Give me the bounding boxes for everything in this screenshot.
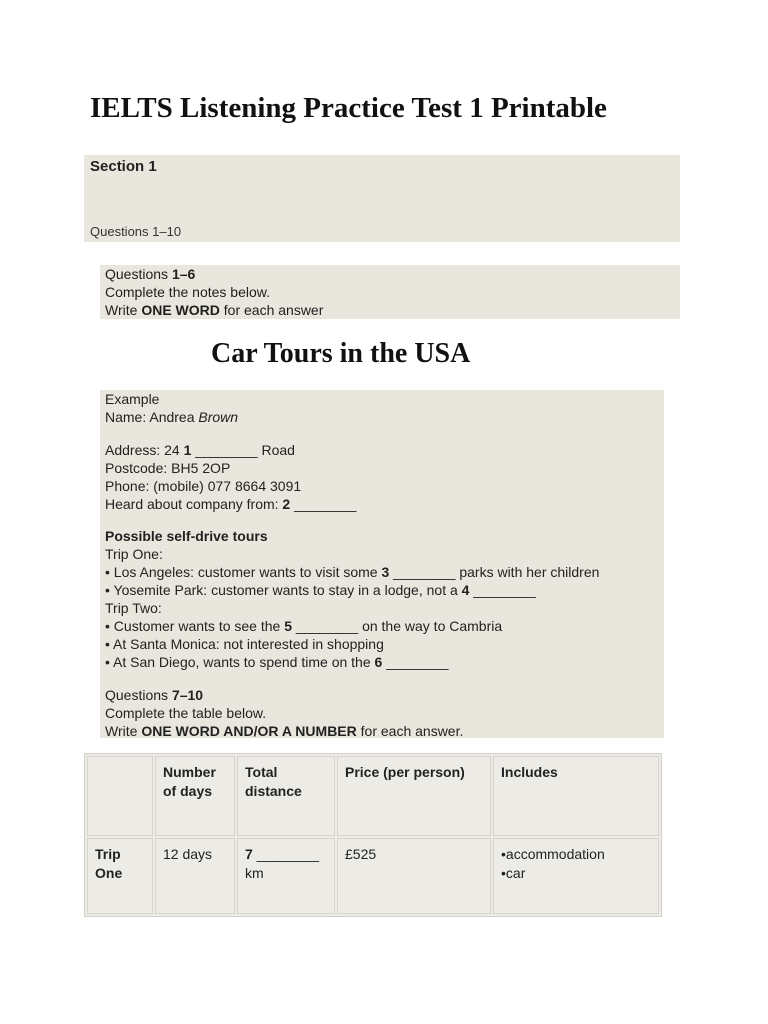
question-number: 5	[284, 618, 293, 634]
address-label: Address: 24	[105, 442, 184, 458]
name-label: Name: Andrea	[105, 409, 199, 425]
question-number: 2	[282, 496, 291, 512]
includes-item: •accommodation	[501, 846, 605, 862]
answer-blank: ________ parks with her children	[389, 564, 600, 580]
question-number: 6	[374, 654, 383, 670]
table-header-cell: Number of days	[155, 756, 235, 836]
bullet-text: • Yosemite Park: customer wants to stay in a lodge, not a	[105, 582, 462, 598]
distance-unit: km	[245, 865, 264, 881]
address-line	[105, 441, 659, 459]
instruction-line: Complete the table below.	[105, 705, 267, 721]
notes-heading: Car Tours in the USA	[211, 338, 471, 369]
tours-table	[84, 753, 662, 917]
heard-label: Heard about company from:	[105, 496, 283, 512]
question-number: 7	[245, 846, 253, 862]
trip-one-bullet	[105, 581, 659, 599]
answer-blank: ________ Road	[191, 442, 295, 458]
answer-blank: ________	[252, 846, 319, 862]
trip-two-bullet	[105, 653, 659, 671]
questions-range-line	[105, 686, 659, 704]
price-cell: £525	[337, 838, 491, 914]
answer-blank: ________	[290, 496, 357, 512]
table-header-cell: Includes	[493, 756, 659, 836]
table-header-cell: Price (per person)	[337, 756, 491, 836]
notes-form	[100, 390, 664, 738]
instruction-emphasis: ONE WORD	[141, 302, 220, 318]
instructions-box	[100, 265, 680, 319]
trip-one-label: Trip One:	[105, 546, 163, 562]
questions-range: 1–6	[171, 266, 196, 282]
bullet-text: • Customer wants to see the	[105, 618, 285, 634]
question-number: 3	[381, 564, 390, 580]
includes-item: •car	[501, 865, 526, 881]
bullet-text: • At San Diego, wants to spend time on the	[105, 654, 375, 670]
trip-two-bullet	[105, 617, 659, 635]
instruction-text: for each answer.	[356, 723, 464, 739]
document-title: IELTS Listening Practice Test 1 Printable	[90, 92, 607, 124]
answer-blank: ________	[469, 582, 536, 598]
table-header-row	[87, 756, 659, 836]
distance-answer	[245, 845, 327, 864]
phone-line: Phone: (mobile) 077 8664 3091	[105, 478, 302, 494]
instruction-line	[105, 301, 675, 319]
section-subtitle: Questions 1–10	[90, 224, 182, 239]
instruction-emphasis: ONE WORD AND/OR A NUMBER	[141, 723, 357, 739]
table-row	[87, 838, 659, 914]
instruction-line	[105, 722, 659, 740]
trip-two-bullet: • At Santa Monica: not interested in shopping	[105, 636, 384, 652]
postcode-line: Postcode: BH5 2OP	[105, 460, 231, 476]
name-value: Brown	[198, 409, 239, 425]
heard-about-line	[105, 495, 659, 513]
trip-two-label: Trip Two:	[105, 600, 162, 616]
bullet-text: • Los Angeles: customer wants to visit some	[105, 564, 382, 580]
answer-blank: ________ on the way to Cambria	[292, 618, 503, 634]
trip-one-bullet	[105, 563, 659, 581]
tours-heading: Possible self-drive tours	[105, 528, 268, 544]
answer-blank: ________	[382, 654, 449, 670]
question-number: 1	[183, 442, 192, 458]
instruction-text: Write	[105, 723, 142, 739]
questions-label: Questions	[105, 266, 172, 282]
question-number: 4	[461, 582, 470, 598]
includes-cell	[493, 838, 659, 914]
distance-cell	[237, 838, 335, 914]
section-title: Section 1	[90, 158, 157, 175]
instruction-text: Write	[105, 302, 142, 318]
section-header	[84, 155, 680, 242]
instruction-text: for each answer	[219, 302, 324, 318]
questions-range-line	[105, 265, 675, 283]
example-label: Example	[105, 391, 160, 407]
table-header-cell	[87, 756, 153, 836]
instruction-line: Complete the notes below.	[105, 284, 270, 300]
name-line	[105, 408, 659, 426]
table-header-cell: Total distance	[237, 756, 335, 836]
questions-label: Questions	[105, 687, 172, 703]
days-cell: 12 days	[155, 838, 235, 914]
trip-name-cell: Trip One	[87, 838, 153, 914]
questions-range: 7–10	[171, 687, 204, 703]
